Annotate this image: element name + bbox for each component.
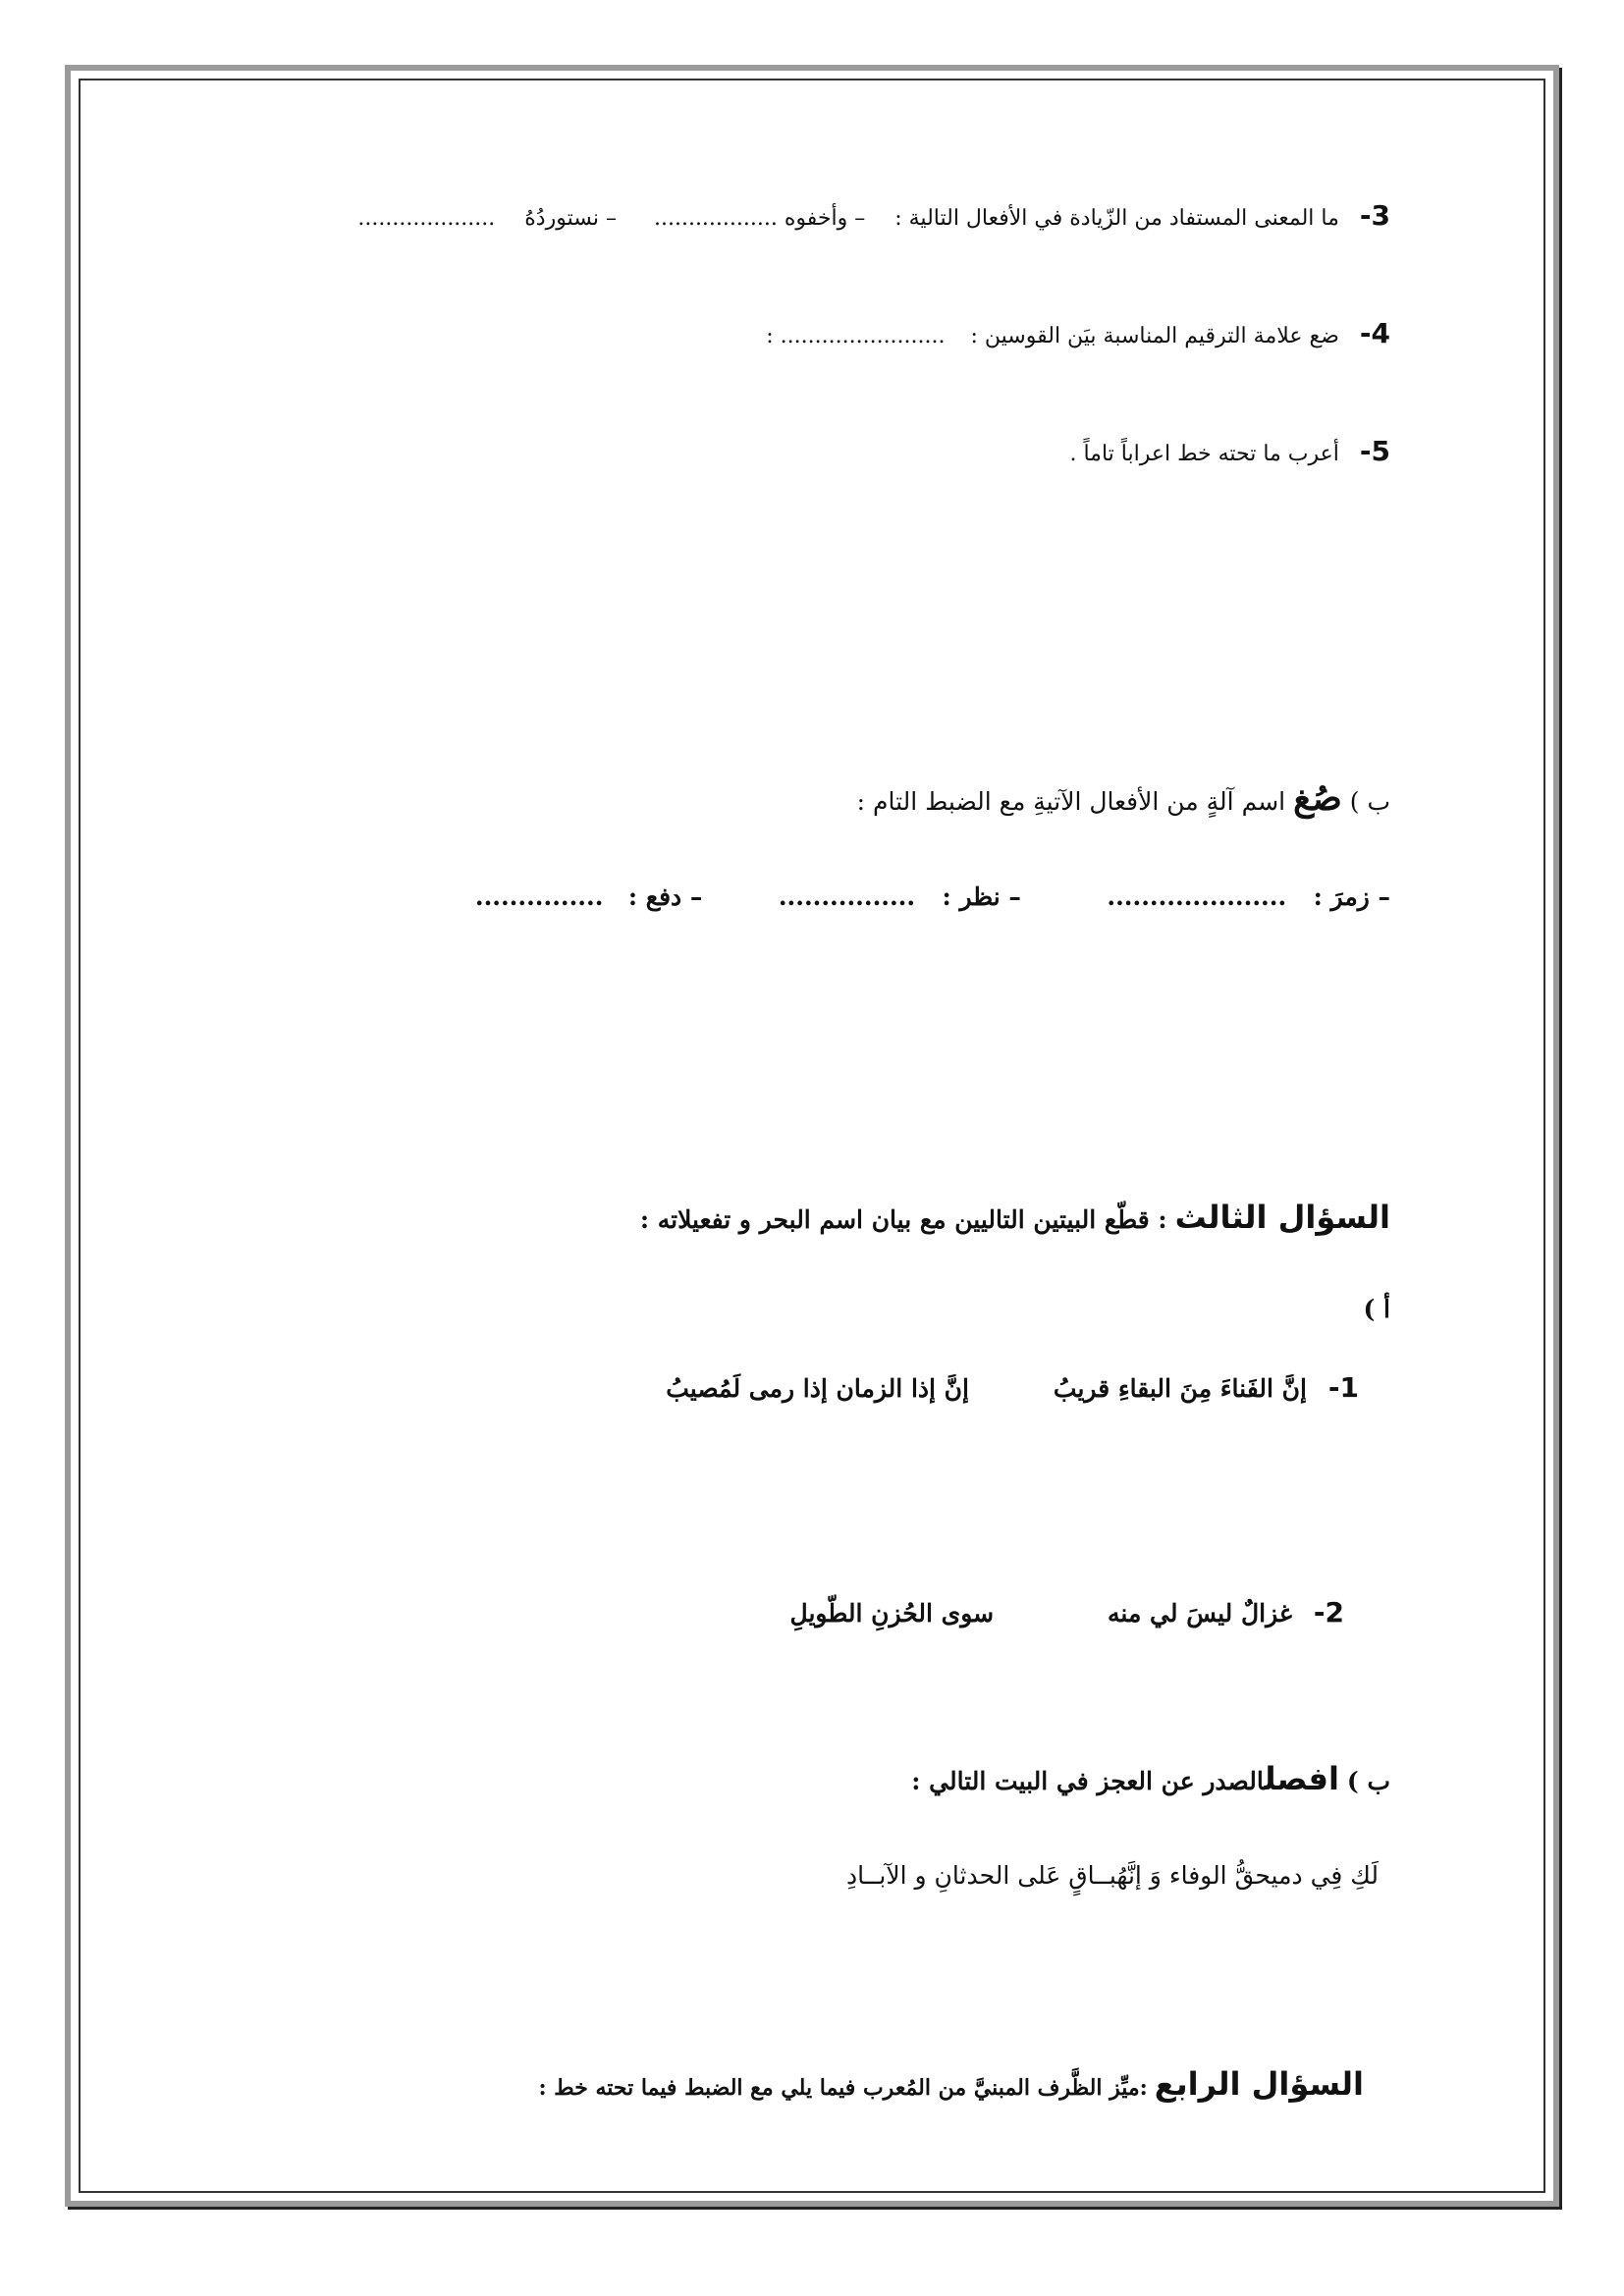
answer-blank[interactable]: ............... xyxy=(474,882,604,911)
verse-1 xyxy=(666,1370,1359,1406)
verse-3 xyxy=(846,1860,1379,1893)
question-number: 5- xyxy=(1359,435,1390,467)
part-b-items xyxy=(475,881,1390,914)
question-title: السؤال الثالث xyxy=(1174,1199,1390,1236)
verse-second-half: إنَّ إذا الزمان إذا رمى لَمُصيبُ xyxy=(666,1374,969,1403)
answer-blank[interactable]: .................. xyxy=(653,206,778,231)
question-number: 3- xyxy=(1359,199,1390,232)
item-label: – دفع : xyxy=(627,882,703,911)
question-text: ما المعنى المستفاد من الزّيادة في الأفعال التالية : xyxy=(894,206,1339,231)
instruction-text: الصدر عن العجز في البيت التالي : xyxy=(911,1767,1265,1795)
question-3 xyxy=(357,198,1390,234)
answer-blank[interactable]: .................... xyxy=(357,206,496,231)
verse-number: 2- xyxy=(1313,1596,1344,1629)
verse-first-half: إنَّ الفَناءَ مِنَ البقاءِ قريبُ xyxy=(1053,1374,1307,1403)
answer-blank[interactable]: ........................ : xyxy=(766,324,946,348)
instruction-text: اسم آلةٍ من الأفعال الآتيةِ مع الضبط التام : xyxy=(856,787,1286,816)
item-label: – وأخفوه xyxy=(784,206,866,231)
part-b-separate xyxy=(911,1759,1390,1800)
part-b-instruction xyxy=(857,775,1390,822)
verse-text: لَكِ فِي دميحقُّ الوفاء وَ إنَّهُبــاقٍ عَلى الحدثانِ و الآبــادِ xyxy=(846,1861,1379,1890)
verb-highlight: صُغ xyxy=(1293,777,1342,819)
verse-first-half: غزالٌ ليسَ لي منه xyxy=(1108,1599,1292,1628)
third-question-heading xyxy=(640,1198,1390,1239)
verse-2 xyxy=(790,1595,1344,1630)
part-prefix: ب ) xyxy=(1346,1767,1390,1795)
question-number: 4- xyxy=(1359,317,1390,349)
verb-highlight: افصل xyxy=(1264,1760,1339,1797)
item-label: – نظر : xyxy=(942,882,1021,911)
fourth-question-heading xyxy=(539,2064,1364,2106)
answer-blank[interactable]: ..................... xyxy=(1107,882,1287,911)
question-text: ضع علامة الترقيم المناسبة بيَن القوسين : xyxy=(970,324,1339,348)
question-4 xyxy=(766,316,1390,351)
question-5 xyxy=(1069,434,1390,469)
question-title: السؤال الرابع xyxy=(1154,2065,1364,2103)
verse-second-half: سوى الحُزنِ الطّويلِ xyxy=(789,1599,995,1628)
question-text: : قطّع البيتين التاليين مع بيان اسم البحر و تفعيلاته : xyxy=(639,1205,1167,1234)
answer-blank[interactable]: ................ xyxy=(778,882,916,911)
part-prefix: ب ) xyxy=(1349,787,1390,816)
item-label: – نستوردُهُ xyxy=(524,206,617,231)
question-text: :ميِّز الظَّرف المبنيَّ من المُعرب فيما يلي مع الضبط فيما تحته خط : xyxy=(538,2075,1148,2101)
item-label: – زمرَ : xyxy=(1313,882,1390,911)
verse-number: 1- xyxy=(1327,1371,1359,1404)
part-a-label: أ ) xyxy=(1363,1295,1390,1323)
question-text: أعرب ما تحته خط اعراباً تاماً . xyxy=(1069,442,1339,466)
